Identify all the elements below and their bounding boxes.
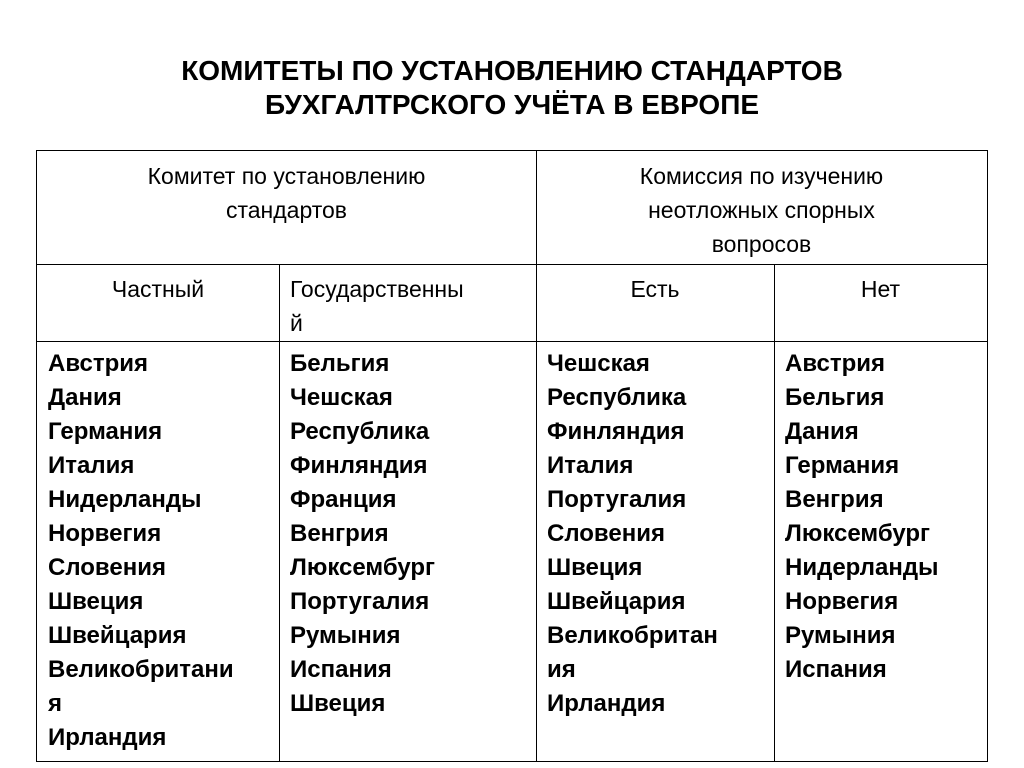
list-item: Португалия — [547, 486, 687, 513]
list-item: Финляндия — [547, 418, 685, 445]
list-item: Румыния — [785, 622, 896, 649]
list-item: Ирландия — [48, 724, 167, 751]
list-item: Норвегия — [785, 588, 899, 615]
list-item: Швейцария — [547, 588, 686, 615]
list-item: Швеция — [547, 554, 643, 581]
list-item: Испания — [785, 656, 887, 683]
list-item: Венгрия — [290, 520, 389, 547]
header-urgent-issues-commission: Комиссия по изучению неотложных спорных вопросов — [639, 163, 884, 257]
list-item: ия — [547, 656, 576, 683]
subheader-private: Частный — [111, 276, 205, 302]
list-item: Республика — [547, 384, 687, 411]
subheader-no: Нет — [860, 276, 901, 302]
list-item: Чешская — [290, 384, 393, 411]
list-item: Чешская — [547, 350, 650, 377]
list-item: Великобритани — [48, 656, 234, 683]
subheader-state: Государственны й — [290, 276, 464, 336]
list-private — [37, 341, 279, 755]
list-item: Республика — [290, 418, 430, 445]
list-item: Нидерланды — [785, 554, 939, 581]
list-item: Швейцария — [48, 622, 187, 649]
header-standards-committee: Комитет по установлению стандартов — [147, 163, 426, 223]
list-item: Германия — [48, 418, 163, 445]
list-item: Люксембург — [785, 520, 931, 547]
subheader-yes: Есть — [630, 276, 680, 302]
list-item: я — [48, 690, 63, 717]
list-yes — [536, 341, 774, 721]
list-item: Франция — [290, 486, 397, 513]
list-item: Нидерланды — [48, 486, 202, 513]
list-item: Италия — [547, 452, 634, 479]
list-item: Финляндия — [290, 452, 428, 479]
title-line-1: КОМИТЕТЫ ПО УСТАНОВЛЕНИЮ СТАНДАРТОВ — [181, 55, 843, 86]
standards-table — [36, 150, 988, 762]
list-item: Ирландия — [547, 690, 666, 717]
list-item: Германия — [785, 452, 900, 479]
list-item: Венгрия — [785, 486, 884, 513]
list-item: Словения — [48, 554, 166, 581]
list-no — [774, 341, 987, 687]
list-item: Испания — [290, 656, 392, 683]
list-item: Румыния — [290, 622, 401, 649]
list-item: Люксембург — [290, 554, 436, 581]
list-item: Бельгия — [785, 384, 885, 411]
list-item: Словения — [547, 520, 665, 547]
list-item: Австрия — [48, 350, 149, 377]
list-item: Дания — [48, 384, 122, 411]
list-item: Швеция — [290, 690, 386, 717]
list-item: Италия — [48, 452, 135, 479]
title-line-2: БУХГАЛТРСКОГО УЧЁТА В ЕВРОПЕ — [264, 89, 760, 120]
list-item: Португалия — [290, 588, 430, 615]
page-title — [0, 54, 1024, 122]
list-item: Дания — [785, 418, 859, 445]
list-item: Швеция — [48, 588, 144, 615]
list-state — [279, 341, 536, 721]
list-item: Норвегия — [48, 520, 162, 547]
list-item: Великобритан — [547, 622, 718, 649]
list-item: Бельгия — [290, 350, 390, 377]
list-item: Австрия — [785, 350, 886, 377]
